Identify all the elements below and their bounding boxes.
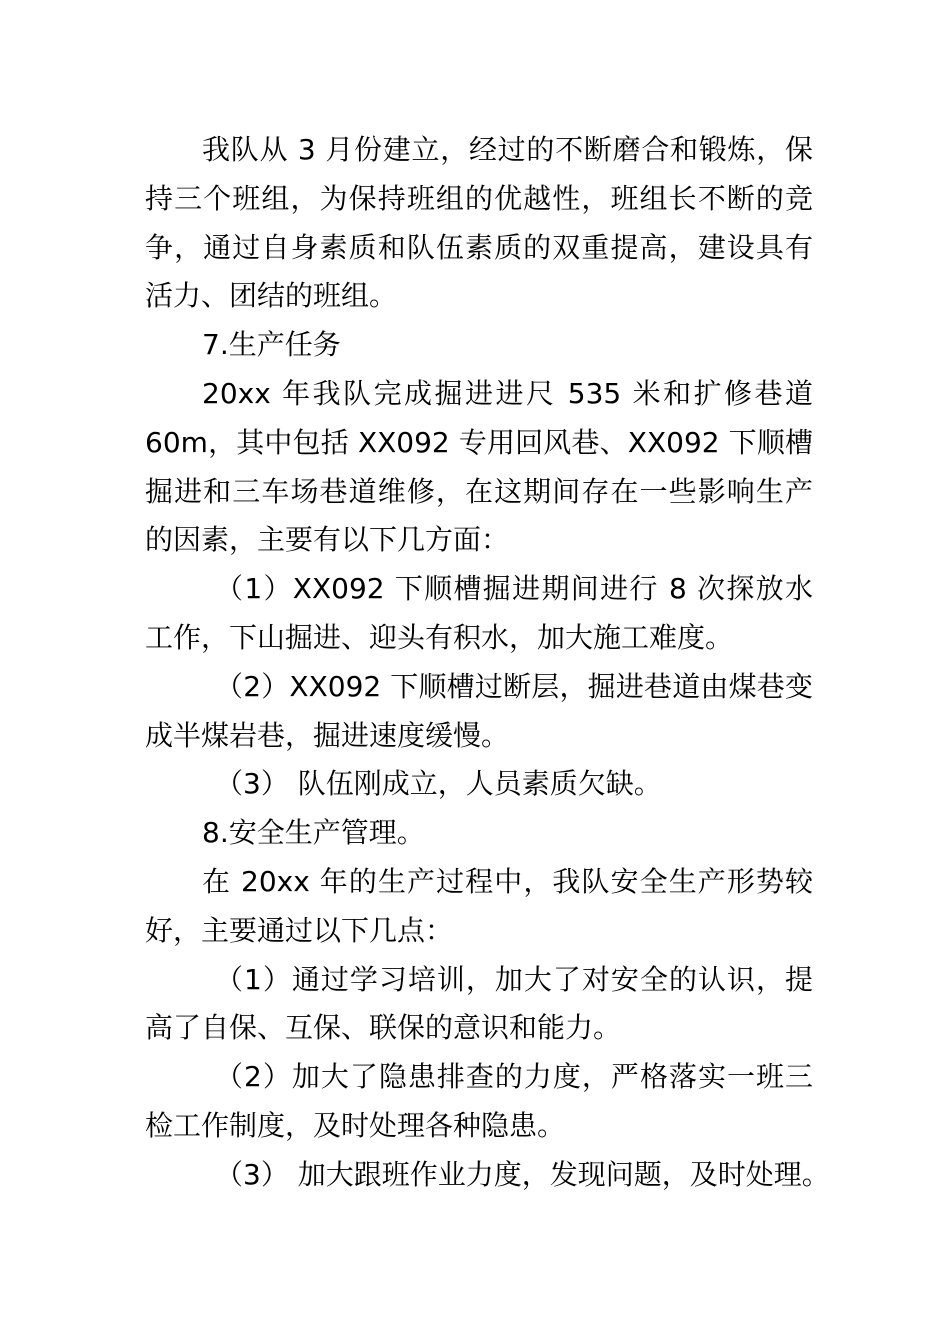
list-item-safety-point-3: （3） 加大跟班作业力度，发现问题，及时处理。 [215,1157,830,1191]
list-item-production-factor-2: （2）XX092 下顺槽过断层，掘进巷道由煤巷变成半煤岩巷，掘进速度缓慢。 [145,669,813,752]
section-heading-safety-management: 8.安全生产管理。 [202,816,425,850]
paragraph-production-summary: 20xx 年我队完成掘进进尺 535 米和扩修巷道 60m，其中包括 XX092 专用回风巷、XX092 下顺槽掘进和三车场巷道维修，在这期间存在一些影响生产的因素，主要有以下几方面： [145,376,813,557]
paragraph-safety-summary: 在 20xx 年的生产过程中，我队安全生产形势较好，主要通过以下几点： [145,864,813,947]
list-item-production-factor-1: （1）XX092 下顺槽掘进期间进行 8 次探放水工作，下山掘进、迎头有积水，加大施工难度。 [145,572,813,654]
list-item-safety-point-1: （1）通过学习培训，加大了对安全的认识，提高了自保、互保、联保的意识和能力。 [145,962,813,1045]
section-heading-production-tasks: 7.生产任务 [202,328,341,362]
list-item-production-factor-3: （3） 队伍刚成立，人员素质欠缺。 [215,767,662,801]
paragraph-team-formation: 我队从 3 月份建立，经过的不断磨合和锻炼，保持三个班组，为保持班组的优越性，班组长不断的竞争，通过自身素质和队伍素质的双重提高，建设具有活力、团结的班组。 [145,133,813,313]
list-item-safety-point-2: （2）加大了隐患排查的力度，严格落实一班三检工作制度，及时处理各种隐患。 [145,1060,813,1142]
document-body [145,126,830,1200]
